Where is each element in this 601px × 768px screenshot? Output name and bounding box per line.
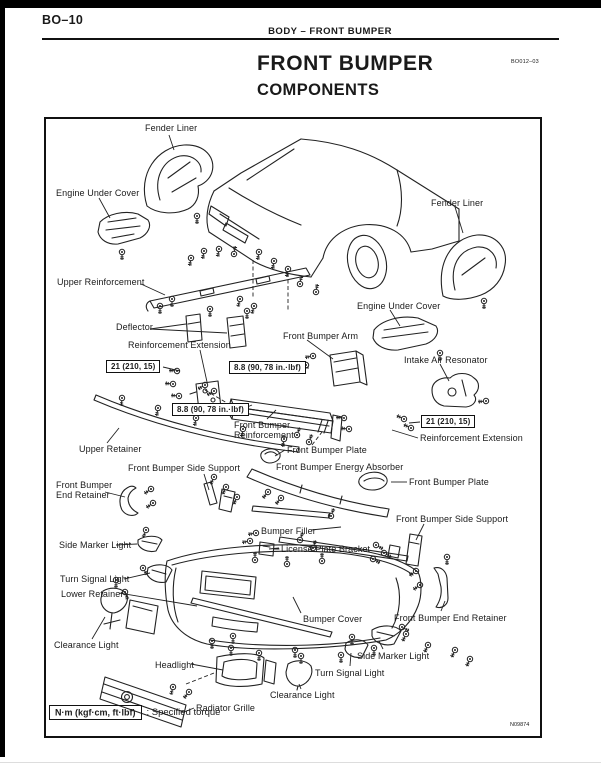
part-label-upper-reinforcement: Upper Reinforcement <box>57 277 145 287</box>
part-label-reinforcement-extension-left: Reinforcement Extension <box>128 340 231 350</box>
part-label-front-bumper-plate-upper: Front Bumper Plate <box>287 445 367 455</box>
part-label-headlight: Headlight <box>155 660 194 670</box>
part-label-side-marker-light-right: Side Marker Light <box>357 651 430 661</box>
part-label-upper-retainer: Upper Retainer <box>79 444 142 454</box>
section-code: BO012–03 <box>511 59 539 65</box>
part-label-front-bumper-reinforcement: Front Bumper Reinforcement <box>234 420 294 441</box>
part-label-engine-under-cover-right: Engine Under Cover <box>357 301 441 311</box>
part-label-fender-liner-left: Fender Liner <box>145 123 198 133</box>
torque-spec-21-left: 21 (210, 15) <box>106 360 160 373</box>
part-label-front-bumper-energy-absorber: Front Bumper Energy Absorber <box>276 462 404 472</box>
part-label-engine-under-cover-left: Engine Under Cover <box>56 188 140 198</box>
running-header: BODY – FRONT BUMPER <box>268 26 392 37</box>
part-label-intake-air-resonator: Intake Air Resonator <box>404 355 488 365</box>
part-label-front-bumper-side-support-right: Front Bumper Side Support <box>396 514 509 524</box>
part-label-clearance-light-center: Clearance Light <box>270 690 335 700</box>
torque-unit-box: N·m (kgf·cm, ft·lbf) <box>49 705 142 720</box>
part-label-front-bumper-plate-right: Front Bumper Plate <box>409 477 489 487</box>
torque-legend-text: : Specified torque <box>146 707 221 718</box>
part-label-license-plate-bracket: License Plate Bracket <box>281 544 371 554</box>
page-title: FRONT BUMPER <box>257 52 434 75</box>
page-number: BO–10 <box>42 13 84 27</box>
fastener-icons <box>113 213 489 700</box>
figure-code: N09874 <box>510 722 530 728</box>
part-label-side-marker-light-left: Side Marker Light <box>59 540 132 550</box>
part-label-radiator-grille: Radiator Grille <box>196 703 256 713</box>
part-label-turn-signal-light-left: Turn Signal Light <box>60 574 130 584</box>
part-label-front-bumper-end-retainer-left: Front Bumper End Retainer <box>56 480 113 501</box>
part-label-front-bumper-side-support-left: Front Bumper Side Support <box>128 463 241 473</box>
torque-legend <box>49 707 220 718</box>
part-label-clearance-light-left: Clearance Light <box>54 640 119 650</box>
part-label-bumper-cover: Bumper Cover <box>303 614 363 624</box>
part-label-reinforcement-extension-right: Reinforcement Extension <box>420 433 523 443</box>
part-label-front-bumper-end-retainer-right: Front Bumper End Retainer <box>394 613 507 623</box>
part-label-deflector: Deflector <box>116 322 153 332</box>
page-subtitle: COMPONENTS <box>257 81 380 99</box>
torque-spec-88-lower: 8.8 (90, 78 in.·lbf) <box>172 403 249 416</box>
part-label-bumper-filler: Bumper Filler <box>261 526 316 536</box>
torque-spec-21-right: 21 (210, 15) <box>421 415 475 428</box>
part-label-lower-retainer: Lower Retainer <box>61 589 124 599</box>
part-label-fender-liner-right: Fender Liner <box>431 198 484 208</box>
part-label-front-bumper-arm: Front Bumper Arm <box>283 331 359 341</box>
part-label-turn-signal-light-right: Turn Signal Light <box>315 668 385 678</box>
torque-spec-88-upper: 8.8 (90, 78 in.·lbf) <box>229 361 306 374</box>
